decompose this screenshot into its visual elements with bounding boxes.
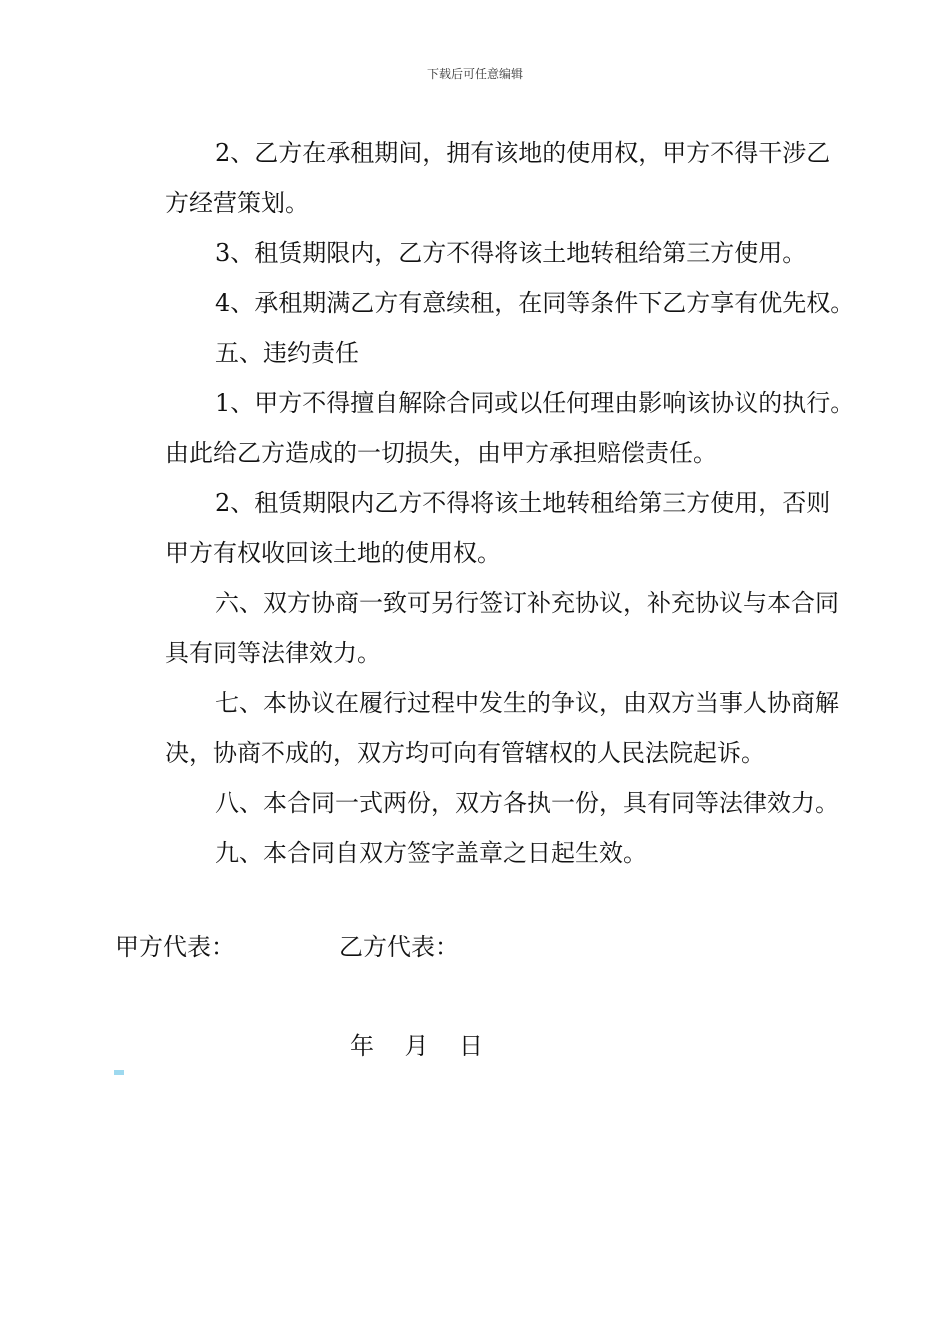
section-heading-breach: [115, 328, 850, 378]
paragraph-line: 七、本协议在履行过程中发生的争议，由双方当事人协商解: [215, 689, 839, 717]
paragraph-section-7: [115, 678, 850, 778]
paragraph-section-8: [115, 778, 850, 828]
party-b-signature-label: 乙方代表：: [339, 933, 459, 961]
header-note: 下载后可任意编辑: [426, 67, 523, 81]
section-heading: 五、违约责任: [215, 339, 359, 367]
paragraph-line: 3、租赁期限内，乙方不得将该土地转租给第三方使用。: [215, 239, 807, 267]
paragraph-clause-2-usage-rights: [115, 128, 850, 228]
paragraph-line: 2、租赁期限内乙方不得将该土地转租给第三方使用，否则: [215, 489, 831, 517]
paragraph-line: 甲方有权收回该土地的使用权。: [165, 539, 501, 567]
paragraph-line: 由此给乙方造成的一切损失，由甲方承担赔偿责任。: [165, 439, 717, 467]
signature-row: [115, 922, 850, 972]
party-a-signature-label: 甲方代表：: [115, 933, 235, 961]
paragraph-line: 具有同等法律效力。: [165, 639, 381, 667]
paragraph-line: 2、乙方在承租期间，拥有该地的使用权，甲方不得干涉乙: [215, 139, 831, 167]
paragraph-clause-4-renewal: [115, 278, 855, 328]
paragraph-breach-1: [115, 378, 855, 478]
paragraph-line: 1、甲方不得擅自解除合同或以任何理由影响该协议的执行。: [215, 389, 855, 417]
paragraph-line: 六、双方协商一致可另行签订补充协议，补充协议与本合同: [215, 589, 839, 617]
text-cursor-marker: [114, 1070, 124, 1075]
paragraph-line: 决，协商不成的，双方均可向有管辖权的人民法院起诉。: [165, 739, 765, 767]
paragraph-section-9: [115, 828, 850, 878]
paragraph-line: 4、承租期满乙方有意续租，在同等条件下乙方享有优先权。: [215, 289, 855, 317]
contract-body: [115, 128, 855, 878]
paragraph-line: 八、本合同一式两份，双方各执一份，具有同等法律效力。: [215, 789, 839, 817]
paragraph-clause-3-sublet: [115, 228, 850, 278]
paragraph-line: 方经营策划。: [165, 189, 309, 217]
paragraph-breach-2: [115, 478, 850, 578]
paragraph-section-6: [115, 578, 850, 678]
paragraph-line: 九、本合同自双方签字盖章之日起生效。: [215, 839, 647, 867]
date-line: 年 月 日: [350, 1032, 484, 1060]
